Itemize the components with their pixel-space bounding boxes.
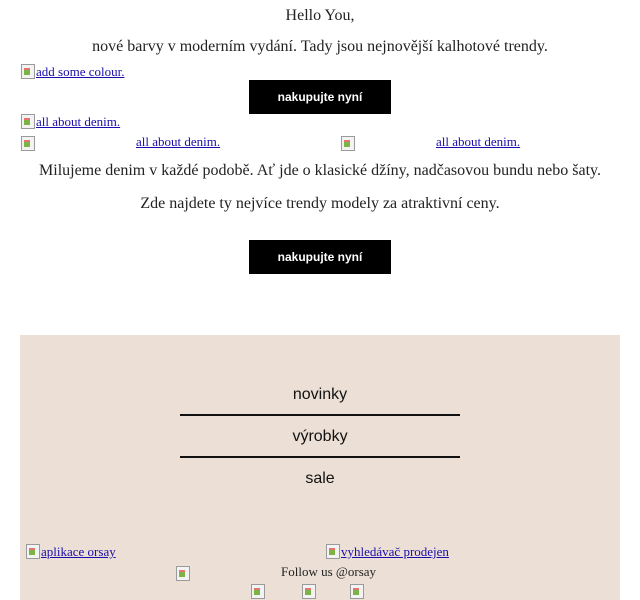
broken-image-icon <box>340 135 356 151</box>
broken-image-icon <box>25 543 41 559</box>
broken-image-icon <box>20 135 36 151</box>
body-text-line-2: Zde najdete ty nejvíce trendy modely za atraktivní ceny. <box>140 195 500 212</box>
broken-image-icon <box>20 63 36 79</box>
intro-text: nové barvy v moderním vydání. Tady jsou nejnovější kalhotové trendy. <box>92 38 548 55</box>
shop-now-button-bottom[interactable]: nakupujte nyní <box>249 240 391 274</box>
footer <box>20 335 620 600</box>
social-icon-facebook[interactable] <box>250 583 266 599</box>
social-icon-instagram[interactable] <box>301 583 317 599</box>
store-finder-alt: vyhledávač prodejen <box>341 544 449 559</box>
colour-banner-alt: add some colour. <box>36 64 125 79</box>
broken-image-icon <box>20 113 36 129</box>
denim-image-right[interactable]: all about denim. <box>436 134 521 149</box>
store-finder-image[interactable] <box>325 543 449 560</box>
shop-now-button-top[interactable]: nakupujte nyní <box>249 80 391 114</box>
denim-banner-alt: all about denim. <box>36 114 121 129</box>
footer-link-novinky[interactable]: novinky <box>292 386 348 403</box>
follow-us-text: Follow us @orsay <box>281 564 377 579</box>
denim-banner-image[interactable] <box>20 113 120 130</box>
footer-link-sale[interactable]: sale <box>305 470 335 487</box>
footer-divider <box>180 414 460 416</box>
body-text-line-1: Milujeme denim v každé podobě. Ať jde o klasické džíny, nadčasovou bundu nebo šaty. <box>39 162 601 179</box>
greeting: Hello You, <box>285 7 355 24</box>
colour-banner-image[interactable] <box>20 63 124 80</box>
broken-image-icon <box>325 543 341 559</box>
footer-link-vyrobky[interactable]: výrobky <box>292 428 348 445</box>
footer-divider <box>180 456 460 458</box>
broken-image-icon <box>175 565 191 581</box>
orsay-app-alt: aplikace orsay <box>41 544 116 559</box>
orsay-app-image[interactable] <box>25 543 116 560</box>
social-icon-pinterest[interactable] <box>349 583 365 599</box>
denim-image-left[interactable]: all about denim. <box>136 134 221 149</box>
